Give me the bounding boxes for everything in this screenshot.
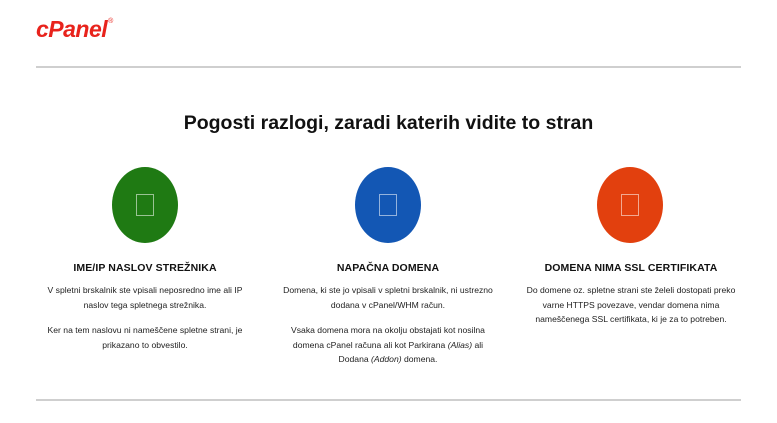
addon-term: (Addon) <box>371 354 402 365</box>
reason-title-server: IME/IP NASLOV STREŽNIKA <box>73 262 217 274</box>
reason-title-ssl: DOMENA NIMA SSL CERTIFIKATA <box>544 262 718 274</box>
top-divider <box>36 66 741 68</box>
text-part: domena. <box>401 354 438 365</box>
reason-text-server <box>40 283 250 363</box>
reason-paragraph: Do domene oz. spletne strani ste želeli dostopati preko varne HTTPS povezave, vendar domena nima nameščenega SSL certifikata, ki je za to potreben. <box>526 285 736 325</box>
reason-paragraph: Ker na tem naslovu ni nameščene spletne strani, je prikazano to obvestilo. <box>47 325 243 350</box>
page-title: Pogosti razlogi, zaradi katerih vidite to stran <box>183 112 594 134</box>
text-part: Vsaka domena mora na okolju obstajati kot nosilna domena cPanel računa ali kot Parkirana <box>291 325 485 350</box>
reason-title-domain: NAPAČNA DOMENA <box>336 262 440 274</box>
cpanel-logo <box>36 18 113 41</box>
reason-paragraph: V spletni brskalnik ste vpisali neposredno ime ali IP naslov tega spletnega strežnika. <box>47 285 243 310</box>
alias-term: (Alias) <box>447 339 473 350</box>
lock-icon <box>597 167 663 243</box>
globe-icon <box>355 167 421 243</box>
server-icon <box>112 167 178 243</box>
logo-text: cPanel <box>36 16 108 42</box>
reason-paragraph <box>283 323 493 367</box>
reason-text-ssl <box>526 283 736 338</box>
reason-text-domain <box>283 283 493 378</box>
reason-paragraph: Domena, ki ste jo vpisali v spletni brskalnik, ni ustrezno dodana v cPanel/WHM račun. <box>283 285 493 310</box>
text-part: ali Dodana <box>338 339 484 365</box>
bottom-divider <box>36 399 741 401</box>
registered-mark: ® <box>108 18 113 25</box>
